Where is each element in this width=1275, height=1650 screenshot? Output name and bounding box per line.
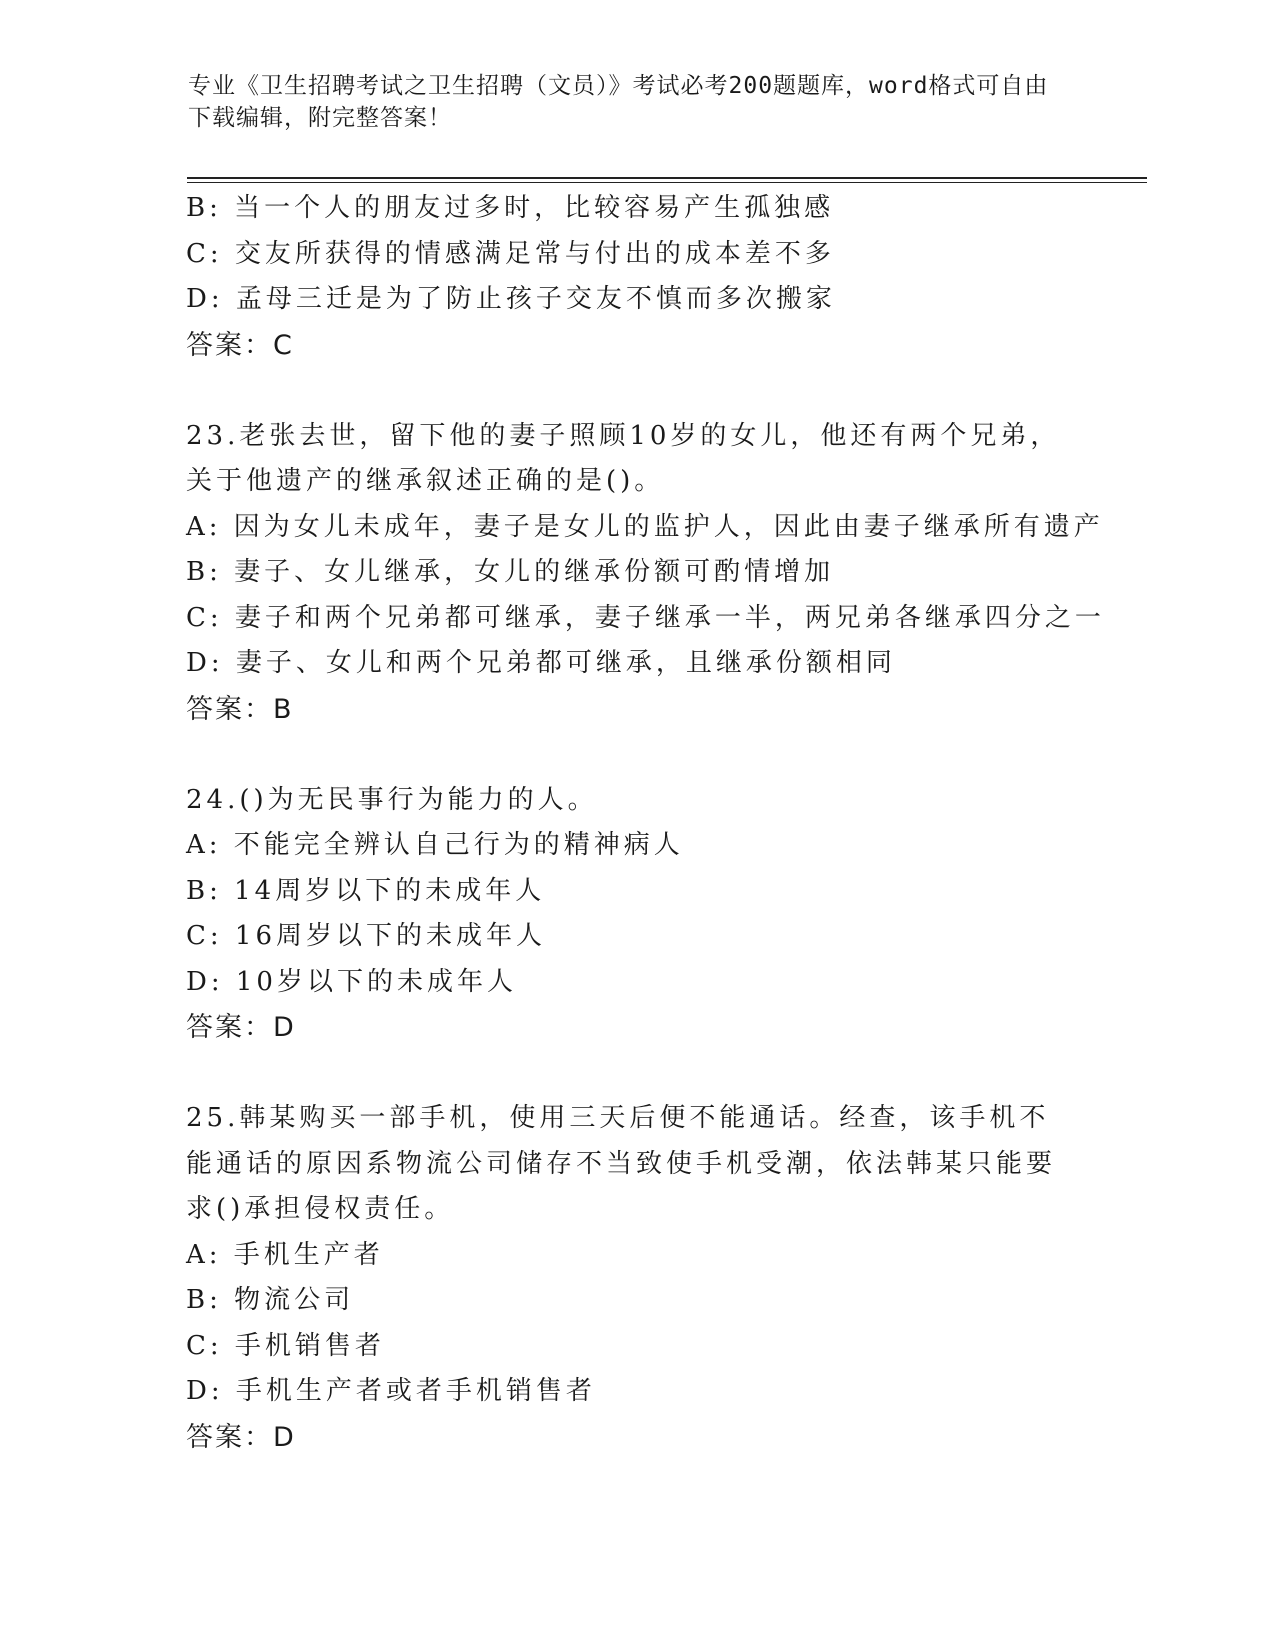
question-stem: 25.韩某购买一部手机，使用三天后便不能通话。经查，该手机不能通话的原因系物流公司储存不当致使手机受潮，依法韩某只能要求()承担侵权责任。 xyxy=(186,1103,1057,1224)
answer-line: 答案：D xyxy=(186,1012,296,1043)
header-divider-thick xyxy=(187,177,1147,179)
question-list xyxy=(186,186,1105,1460)
page-header: 专业《卫生招聘考试之卫生招聘（文员）》考试必考200题题库，word格式可自由下载编辑，附完整答案！ xyxy=(188,73,1049,131)
option-c: C: 手机销售者 xyxy=(186,1330,385,1361)
answer-line: 答案：C xyxy=(186,329,294,361)
question-22-continued xyxy=(186,186,1086,368)
answer-line: 答案：B xyxy=(186,693,294,725)
option-d: D: 10岁以下的未成年人 xyxy=(186,966,517,997)
option-d: D: 手机生产者或者手机销售者 xyxy=(186,1376,596,1406)
option-d: D: 孟母三迁是为了防止孩子交友不慎而多次搬家 xyxy=(186,284,836,314)
option-a: A: 手机生产者 xyxy=(186,1239,384,1270)
question-23 xyxy=(186,414,1105,733)
option-b: B: 14周岁以下的未成年人 xyxy=(186,875,546,906)
option-b: B: 妻子、女儿继承，女儿的继承份额可酌情增加 xyxy=(186,557,835,587)
option-a: A: 不能完全辨认自己行为的精神病人 xyxy=(186,830,684,860)
option-b: B: 物流公司 xyxy=(186,1285,355,1315)
option-c: C: 16周岁以下的未成年人 xyxy=(186,921,547,951)
option-b: B: 当一个人的朋友过多时，比较容易产生孤独感 xyxy=(186,193,835,223)
option-c: C: 妻子和两个兄弟都可继承，妻子继承一半，两兄弟各继承四分之一 xyxy=(186,602,1105,633)
question-stem: 24.()为无民事行为能力的人。 xyxy=(186,784,598,815)
answer-line: 答案：D xyxy=(186,1421,296,1453)
question-25 xyxy=(186,1096,1086,1460)
header-divider-thin xyxy=(187,182,1147,183)
option-a: A: 因为女儿未成年，妻子是女儿的监护人，因此由妻子继承所有遗产 xyxy=(186,511,1104,542)
question-24 xyxy=(186,778,1086,1051)
question-stem: 23.老张去世，留下他的妻子照顾10岁的女儿，他还有两个兄弟，关于他遗产的继承叙述正确的是()。 xyxy=(186,420,1061,496)
option-d: D: 妻子、女儿和两个兄弟都可继承，且继承份额相同 xyxy=(186,648,896,678)
option-c: C: 交友所获得的情感满足常与付出的成本差不多 xyxy=(186,238,835,269)
